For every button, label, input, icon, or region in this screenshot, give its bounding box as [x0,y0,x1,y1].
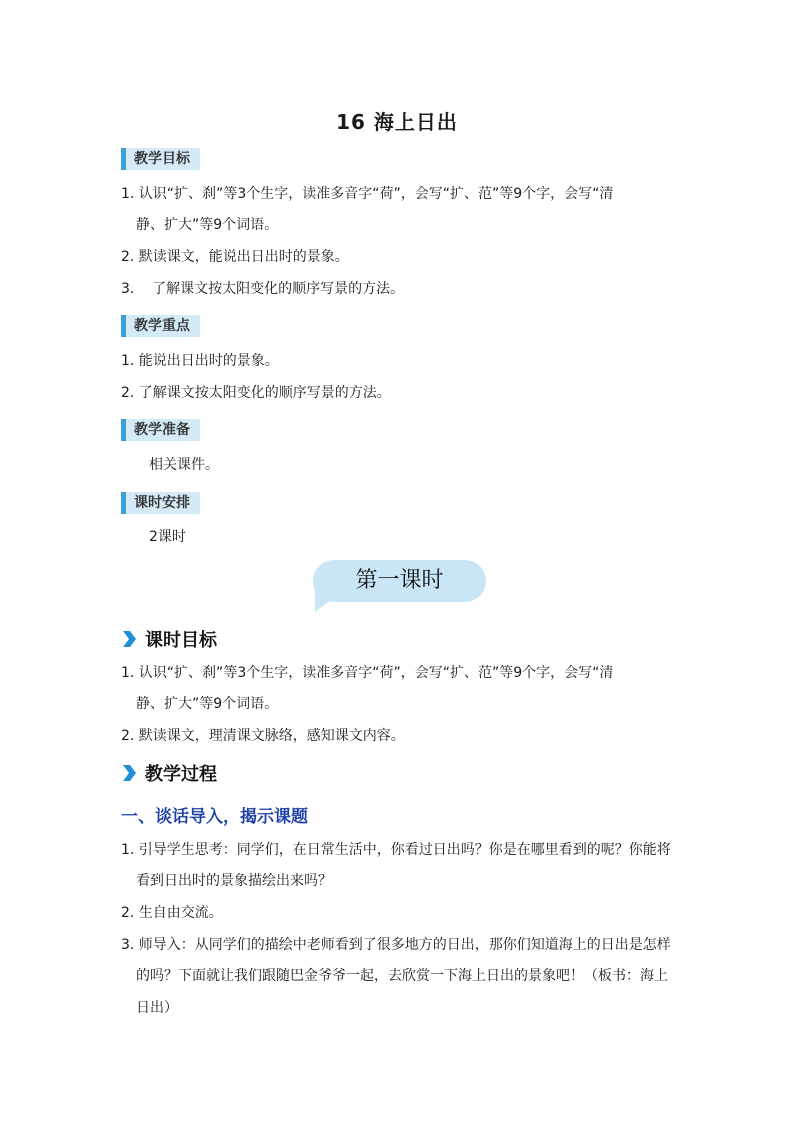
lesson-goals-heading [121,626,217,652]
chevron-right-icon [121,764,137,782]
part-heading: 一、谈话导入，揭示课题 [121,807,308,827]
process-line-4: 3. 师导入：从同学们的描绘中老师看到了很多地方的日出，那你们知道海上的日出是怎样 [121,937,671,953]
page-title: 16 海上日出 [336,110,458,134]
section-tag-prep: 教学准备 [121,419,200,441]
focus-line-2: 2. 了解课文按太阳变化的顺序写景的方法。 [121,385,391,401]
process-line-1: 1. 引导学生思考：同学们，在日常生活中，你看过日出吗？你是在哪里看到的呢？你能将 [121,842,671,858]
lesson-goals-line-3: 2. 默读课文，理清课文脉络，感知课文内容。 [121,728,405,744]
process-line-6: 日出） [136,1000,178,1016]
process-heading [121,760,217,786]
section-tag-schedule: 课时安排 [121,492,200,514]
lesson-goals-heading-text: 课时目标 [145,630,217,651]
prep-line-1: 相关课件。 [149,457,219,473]
goals-line-1: 1. 认识“扩、刹”等3个生字，读准多音字“荷”，会写“扩、范”等9个字，会写“清 [121,186,614,202]
goals-line-2: 静、扩大”等9个词语。 [136,217,279,233]
focus-line-1: 1. 能说出日出时的景象。 [121,353,279,369]
chevron-right-icon [121,630,137,648]
process-line-5: 的吗？下面就让我们跟随巴金爷爷一起，去欣赏一下海上日出的景象吧！（板书：海上 [136,968,668,984]
goals-line-4: 3. 了解课文按太阳变化的顺序写景的方法。 [121,281,405,297]
section-tag-focus: 教学重点 [121,315,200,337]
process-line-3: 2. 生自由交流。 [121,905,223,921]
lesson-bubble: 第一课时 [313,560,486,602]
lesson-goals-line-2: 静、扩大”等9个词语。 [136,696,279,712]
process-line-2: 看到日出时的景象描绘出来吗？ [136,873,332,889]
schedule-line-1: 2课时 [149,529,186,545]
section-tag-goals: 教学目标 [121,148,200,170]
goals-line-3: 2. 默读课文，能说出日出时的景象。 [121,249,349,265]
process-heading-text: 教学过程 [145,764,217,785]
lesson-goals-line-1: 1. 认识“扩、刹”等3个生字，读准多音字“荷”，会写“扩、范”等9个字，会写“清 [121,665,614,681]
